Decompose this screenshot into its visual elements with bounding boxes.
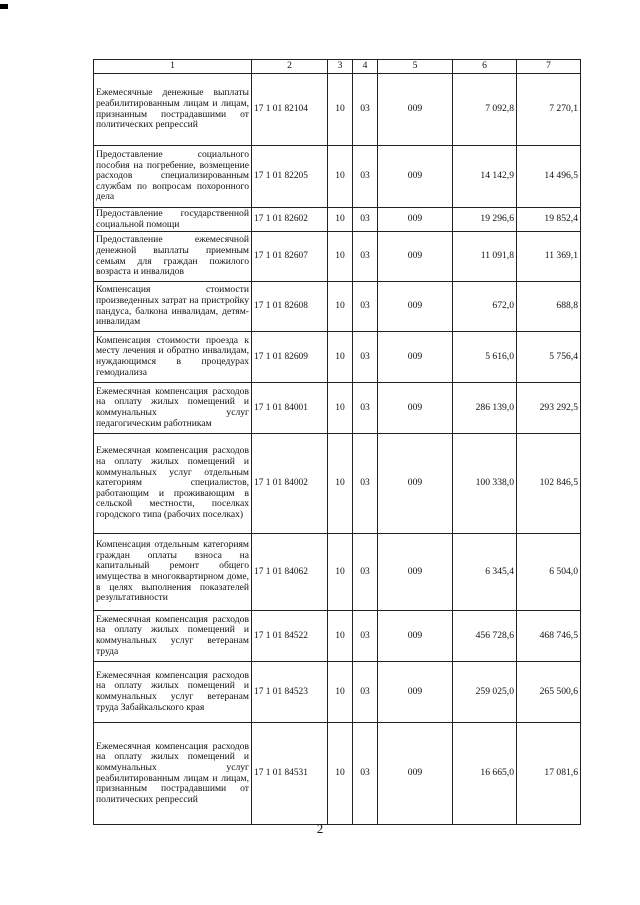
amount-year-2: 6 504,0 (517, 534, 581, 611)
amount-year-2: 17 081,6 (517, 723, 581, 825)
amount-year-1: 286 139,0 (453, 383, 517, 434)
budget-code: 17 1 01 84523 (252, 662, 328, 723)
expense-type-code: 009 (378, 74, 453, 146)
amount-year-2: 293 292,5 (517, 383, 581, 434)
expense-type-code: 009 (378, 611, 453, 662)
section-code: 10 (328, 146, 353, 208)
section-code: 10 (328, 74, 353, 146)
section-code: 10 (328, 534, 353, 611)
budget-code: 17 1 01 84062 (252, 534, 328, 611)
expense-type-code: 009 (378, 208, 453, 232)
amount-year-2: 688,8 (517, 282, 581, 332)
expense-type-code: 009 (378, 232, 453, 282)
amount-year-2: 19 852,4 (517, 208, 581, 232)
budget-table (93, 59, 581, 825)
table-row (94, 232, 581, 282)
table-row (94, 282, 581, 332)
expense-name: Ежемесячная компенсация расходов на оплату жилых помещений и коммунальных услуг ветеранам труда (94, 611, 252, 662)
expense-name: Ежемесячная компенсация расходов на оплату жилых помещений и коммунальных услуг ветеранам труда Забайкальского края (94, 662, 252, 723)
expense-name: Предоставление ежемесячной денежной выплаты приемным семьям для граждан пожилого возраста и инвалидов (94, 232, 252, 282)
column-header: 1 (94, 60, 252, 74)
amount-year-1: 14 142,9 (453, 146, 517, 208)
subsection-code: 03 (353, 332, 378, 383)
table-row (94, 383, 581, 434)
amount-year-1: 16 665,0 (453, 723, 517, 825)
page-number: 2 (316, 821, 324, 836)
amount-year-1: 11 091,8 (453, 232, 517, 282)
expense-name: Компенсация стоимости проезда к месту лечения и обратно инвалидам, нуждающимся в процедурах гемодиализа (94, 332, 252, 383)
amount-year-2: 265 500,6 (517, 662, 581, 723)
table-row (94, 208, 581, 232)
expense-type-code: 009 (378, 282, 453, 332)
section-code: 10 (328, 434, 353, 534)
expense-type-code: 009 (378, 662, 453, 723)
table-row (94, 611, 581, 662)
expense-type-code: 009 (378, 332, 453, 383)
expense-name: Компенсация стоимости произведенных затрат на пристройку пандуса, балкона инвалидам, детям-инвалидам (94, 282, 252, 332)
section-code: 10 (328, 723, 353, 825)
subsection-code: 03 (353, 611, 378, 662)
table-row (94, 332, 581, 383)
subsection-code: 03 (353, 74, 378, 146)
subsection-code: 03 (353, 146, 378, 208)
budget-code: 17 1 01 82608 (252, 282, 328, 332)
column-number-row (94, 60, 581, 74)
budget-code: 17 1 01 84002 (252, 434, 328, 534)
section-code: 10 (328, 662, 353, 723)
expense-name: Ежемесячная компенсация расходов на оплату жилых помещений и коммунальных услуг отдельным категориям специалистов, работающим и проживающим в сельской местности, поселках городского типа (рабочих поселках) (94, 434, 252, 534)
amount-year-2: 7 270,1 (517, 74, 581, 146)
amount-year-2: 11 369,1 (517, 232, 581, 282)
amount-year-1: 456 728,6 (453, 611, 517, 662)
budget-code: 17 1 01 82602 (252, 208, 328, 232)
amount-year-2: 102 846,5 (517, 434, 581, 534)
amount-year-1: 100 338,0 (453, 434, 517, 534)
subsection-code: 03 (353, 383, 378, 434)
expense-type-code: 009 (378, 534, 453, 611)
column-header: 5 (378, 60, 453, 74)
subsection-code: 03 (353, 232, 378, 282)
amount-year-1: 672,0 (453, 282, 517, 332)
table-row (94, 662, 581, 723)
table-row (94, 74, 581, 146)
expense-name: Ежемесячные денежные выплаты реабилитированным лицам и лицам, признанным пострадавшими от политических репрессий (94, 74, 252, 146)
section-code: 10 (328, 332, 353, 383)
budget-code: 17 1 01 82104 (252, 74, 328, 146)
scan-edge-mark (0, 4, 8, 9)
section-code: 10 (328, 232, 353, 282)
amount-year-1: 6 345,4 (453, 534, 517, 611)
budget-code: 17 1 01 84531 (252, 723, 328, 825)
table-row (94, 723, 581, 825)
budget-code: 17 1 01 84522 (252, 611, 328, 662)
expense-name: Ежемесячная компенсация расходов на оплату жилых помещений и коммунальных услуг реабилитированным лицам и лицам, признанным пострадавшими от политических репрессий (94, 723, 252, 825)
expense-name: Предоставление социального пособия на погребение, возмещение расходов специализированным службам по вопросам похоронного дела (94, 146, 252, 208)
subsection-code: 03 (353, 723, 378, 825)
amount-year-1: 7 092,8 (453, 74, 517, 146)
subsection-code: 03 (353, 534, 378, 611)
expense-type-code: 009 (378, 434, 453, 534)
amount-year-1: 5 616,0 (453, 332, 517, 383)
expense-name: Предоставление государственной социальной помощи (94, 208, 252, 232)
expense-type-code: 009 (378, 723, 453, 825)
subsection-code: 03 (353, 208, 378, 232)
budget-code: 17 1 01 82607 (252, 232, 328, 282)
amount-year-1: 19 296,6 (453, 208, 517, 232)
amount-year-2: 468 746,5 (517, 611, 581, 662)
subsection-code: 03 (353, 434, 378, 534)
budget-code: 17 1 01 84001 (252, 383, 328, 434)
amount-year-2: 5 756,4 (517, 332, 581, 383)
section-code: 10 (328, 208, 353, 232)
column-header: 2 (252, 60, 328, 74)
subsection-code: 03 (353, 662, 378, 723)
section-code: 10 (328, 611, 353, 662)
section-code: 10 (328, 383, 353, 434)
amount-year-1: 259 025,0 (453, 662, 517, 723)
column-header: 4 (353, 60, 378, 74)
expense-type-code: 009 (378, 383, 453, 434)
column-header: 7 (517, 60, 581, 74)
amount-year-2: 14 496,5 (517, 146, 581, 208)
expense-name: Ежемесячная компенсация расходов на оплату жилых помещений и коммунальных услуг педагогическим работникам (94, 383, 252, 434)
table-row (94, 534, 581, 611)
table-row (94, 146, 581, 208)
section-code: 10 (328, 282, 353, 332)
column-header: 6 (453, 60, 517, 74)
expense-name: Компенсация отдельным категориям граждан оплаты взноса на капитальный ремонт общего имущества в многоквартирном доме, в целях выполнения показателей результативности (94, 534, 252, 611)
budget-code: 17 1 01 82609 (252, 332, 328, 383)
table-row (94, 434, 581, 534)
subsection-code: 03 (353, 282, 378, 332)
budget-code: 17 1 01 82205 (252, 146, 328, 208)
expense-type-code: 009 (378, 146, 453, 208)
column-header: 3 (328, 60, 353, 74)
